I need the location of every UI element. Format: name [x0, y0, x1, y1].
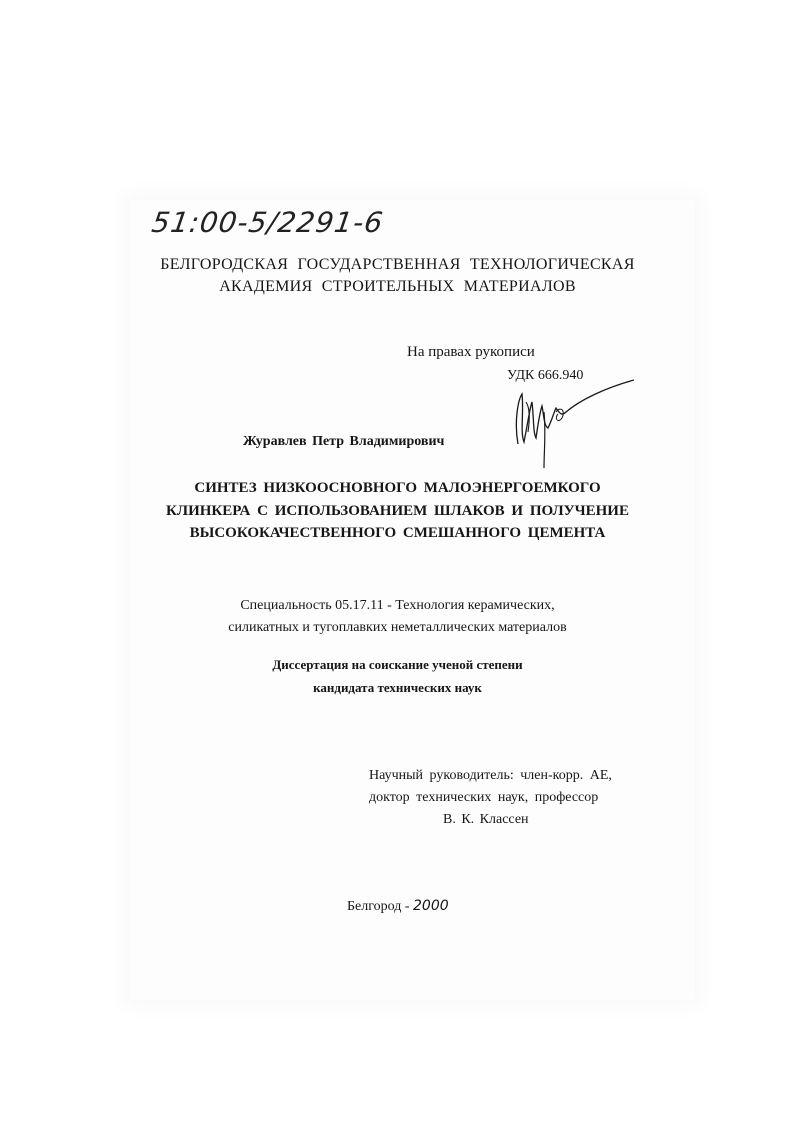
supervisor-line1: Научный руководитель: член-корр. АЕ,	[369, 768, 612, 783]
academy-name-line1: БЕЛГОРОДСКАЯ ГОСУДАРСТВЕННАЯ ТЕХНОЛОГИЧЕСКАЯ	[160, 256, 635, 273]
supervisor-line2: доктор технических наук, профессор	[369, 790, 599, 805]
specialty-line1: Специальность 05.17.11 - Технология керамических,	[240, 598, 555, 613]
dissertation-title-line2: КЛИНКЕРА С ИСПОЛЬЗОВАНИЕМ ШЛАКОВ И ПОЛУЧЕНИЕ	[166, 503, 629, 519]
degree-line2: кандидата технических наук	[313, 680, 482, 695]
signature-icon	[500, 372, 640, 482]
handwritten-catalog-code: 51:00-5/2291-6	[149, 206, 386, 239]
academy-name-line2: АКАДЕМИЯ СТРОИТЕЛЬНЫХ МАТЕРИАЛОВ	[219, 278, 576, 295]
dissertation-title-line3: ВЫСОКОКАЧЕСТВЕННОГО СМЕШАННОГО ЦЕМЕНТА	[189, 525, 606, 541]
author-name: Журавлев Петр Владимирович	[243, 434, 445, 449]
udk-code: УДК 666.940	[507, 368, 584, 383]
city-year	[347, 898, 449, 915]
specialty-line2: силикатных и тугоплавких неметаллических материалов	[228, 620, 567, 635]
degree-line1: Диссертация на соискание ученой степени	[272, 657, 523, 672]
year-label: 2000	[413, 898, 449, 914]
dissertation-title-line1: СИНТЕЗ НИЗКООСНОВНОГО МАЛОЭНЕРГОЕМКОГО	[194, 480, 601, 496]
supervisor-name: В. К. Классен	[443, 812, 529, 827]
city-label: Белгород -	[347, 899, 414, 914]
manuscript-rights-label: На правах рукописи	[407, 344, 535, 360]
